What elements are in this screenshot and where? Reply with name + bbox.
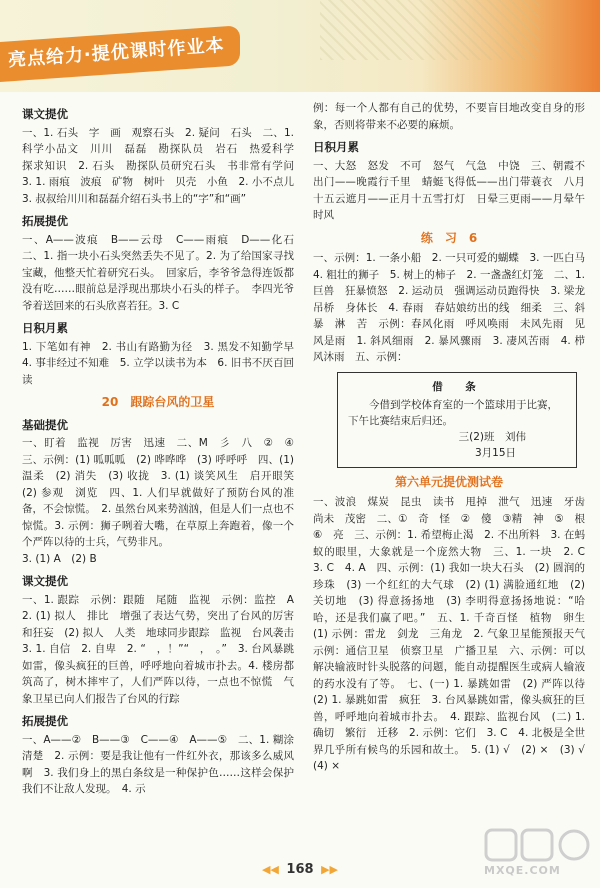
header-pattern bbox=[320, 0, 540, 60]
answer-paragraph: 一、大怒 怒发 不可 怒气 气急 中饶 三、朝霞不出门——晚霞行千里 蜻蜓飞得低——出门带蓑衣 八月十五云遮月——正月十五雪打灯 日晕三更雨——月晕午时风 bbox=[313, 159, 585, 221]
section-heading: 拓展提优 bbox=[22, 214, 68, 228]
lesson-title: 20 跟踪台风的卫星 bbox=[101, 395, 215, 409]
lesson-title: 第六单元提优测试卷 bbox=[394, 474, 503, 489]
answer-paragraph: 一、波浪 煤炭 昆虫 读书 甩掉 泄气 迅速 牙齿 尚未 茂密 二、① 奇 怪 ② 傻 ③精 神 ⑤ 根 ⑥ 亮 三、示例：1. 希望梅止渴 2. 不出所料 3. 在蚂蚁的眼里，大象就是一个庞然大物 三、1. 一块 2. C 3. C 4. A 四、示例：(1) 我如一块大石头 (2) 圆润的珍珠 (3) 一个红红的大气球 (2) (1) 满脸通红地 (2) 关切地 (3) 得意扬扬地 (3) 李明得意扬扬地说：“哈哈，还是我们赢了吧。” 五、1. 千奇百怪 植物 卵生 (1) 示例：雷龙 剑龙 三角龙 2. 气象卫星能预报天气 示例：通信卫星 侦察卫星 广播卫星 六、示例：可以解决输液时针头脱落的问题，能自动提醒医生或病人输液的药水没有了等。 七、(一) 1. 暴跳如雷 (2) 严阵以待 (2) 1. 暴跳如雷 疯狂 3. 台风暴跳如雷，像头疯狂的巨兽，呼呼地向着城市扑去。 4. 跟踪、监视台风 (二) 1. 确切 繁衍 迁移 2. 示例：它们 3. C 4. 北极是全世界几乎所有候鸟的乐园和故土。 5. (1) √ (2) × (3) √ (4) × bbox=[313, 496, 596, 772]
lesson-title: 练 习 6 bbox=[420, 230, 478, 245]
note-signature: 三(2)班 刘伟 bbox=[458, 430, 526, 443]
answer-stamp-logo-icon bbox=[484, 828, 592, 864]
answer-paragraph: 一、1. 石头 字 画 观察石头 2. 疑问 石头 二、1. 科学小品文 川川 磊磊 勘探队员 岩石 热爱科学 探求知识 2. 石头 勘探队员研究石头 书非常有学问 3. 1. 雨痕 波痕 矿物 树叶 贝壳 小鱼 2. 小不点儿 3. 叔叔给川川和磊磊介绍石头书上的“字”和“画” bbox=[22, 126, 305, 205]
answer-paragraph: 一、A——② B——③ C——④ A——⑤ 二、1. 糊涂 清楚 2. 示例：要是我让他有一件红外衣，那该多么威风啊 3. 我们身上的黑白条纹是一种保护色……这样会保护我们不让敌人发现。 4. 示 bbox=[22, 733, 305, 795]
answer-paragraph: 一、示例：1. 一条小船 2. 一只可爱的蝴蝶 3. 一匹白马 4. 粗壮的狮子 5. 树上的柿子 2. 一盏盏红灯笼 二、1. 巨兽 狂暴愤怒 2. 运动员 强调运动员跑得快 3. 梁龙 吊桥 身体长 4. 春雨 春姑娘纺出的线 细柔 三、斜 暴 淋 苦 示例：春风化雨 呼风唤雨 未风先雨 见风是雨 1. 斜风细雨 2. 暴风骤雨 3. 凄风苦雨 4. 栉风沐雨 五、示例： bbox=[313, 252, 596, 363]
note-date: 3月15日 bbox=[474, 446, 516, 459]
left-column bbox=[22, 100, 305, 798]
section-heading: 基础提优 bbox=[22, 417, 68, 432]
answer-paragraph: 一、盯着 监视 厉害 迅速 二、M 彡 八 ② ④ 三、示例：(1) 呱呱呱 (2) 哗哗哗 (3) 呼呼呼 四、(1) 温柔 (2) 消失 (3) 收拢 3. (1) 谈笑风生 启开眼笑 (2) 参观 浏览 四、1. 人们早就做好了预防台风的准备，不会惊慌。 2. 虽然台风来势汹汹，但是人们一点也不惊慌。3. 示例：狮子咧着大嘴，在草原上奔跑着，像一个个严阵以待的士兵，气势非凡。 bbox=[22, 437, 305, 548]
answer-paragraph: 例：每一个人都有自己的优势，不要盲目地改变自身的形象，否则将带来不必要的麻烦。 bbox=[313, 102, 585, 131]
answer-paragraph: 3. (1) A (2) B bbox=[22, 552, 97, 565]
borrow-note bbox=[337, 372, 577, 468]
right-column bbox=[313, 100, 596, 775]
note-body: 今借到学校体育室的一个篮球用于比赛，下午比赛结束后归还。 bbox=[348, 398, 558, 427]
section-heading: 拓展提优 bbox=[22, 714, 68, 728]
section-heading: 课文提优 bbox=[22, 574, 68, 588]
page-header bbox=[0, 0, 600, 92]
section-heading: 日积月累 bbox=[313, 140, 359, 154]
watermark bbox=[484, 828, 592, 882]
prev-arrow-icon: ◀◀ bbox=[261, 863, 279, 876]
answer-paragraph: 一、1. 跟踪 示例：跟随 尾随 监视 示例：监控 A 2. (1) 拟人 排比 增强了表达气势，突出了台风的厉害和狂妄 (2) 拟人 人类 地球同步跟踪 监视 台风袭击 3. 1. 自信 2. 自卑 2. “ ，！”“ ， 。” 3. 台风暴跳如雷，像头疯狂的巨兽，呼呼地向着城市扑去。4. 楼房都筑高了，树木摔牢了，人们严阵以待，一点也不惊慌 气象卫星已向人们报告了台风的行踪 bbox=[22, 593, 305, 705]
header-title: 亮点给力·提优课时作业本 bbox=[7, 34, 226, 71]
answer-paragraph: 1. 下笔如有神 2. 书山有路勤为径 3. 黑发不知勤学早 4. 事非经过不知难 5. 立学以读书为本 6. 旧书不厌百回读 bbox=[22, 340, 305, 386]
page-number: 168 bbox=[286, 862, 314, 877]
section-heading: 课文提优 bbox=[22, 107, 68, 121]
next-arrow-icon: ▶▶ bbox=[321, 863, 339, 876]
section-heading: 日积月累 bbox=[22, 321, 68, 335]
watermark-text: MXQE.COM bbox=[484, 864, 561, 877]
note-title: 借 条 bbox=[432, 380, 482, 393]
answer-paragraph: 一、A——波痕 B——云母 C——雨痕 D——化石 二、1. 指一块小石头突然丢失不见了。2. 为了给国家寻找宝藏，他整天忙着研究石头。 回家后，李爷爷急得连饭都没有吃……眼前总是浮现出那块小石头的样子。 李四光爷爷着送回来的石头欣喜若狂。3. C bbox=[22, 233, 305, 312]
